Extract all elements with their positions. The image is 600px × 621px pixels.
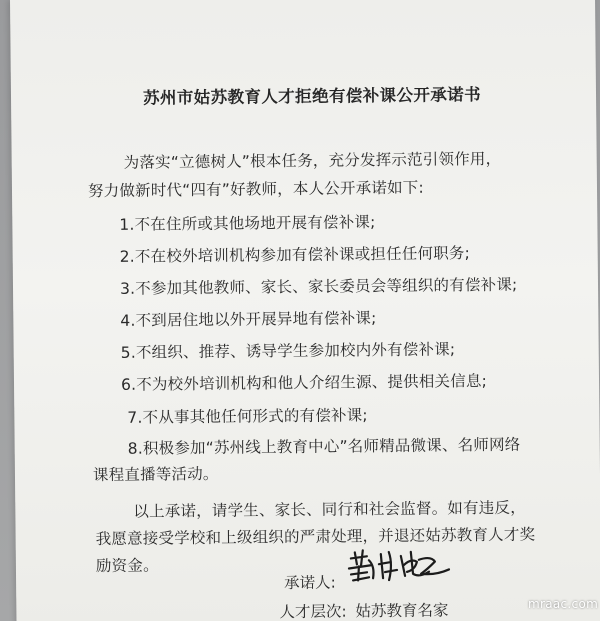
signer-label: 承诺人:: [284, 573, 336, 593]
closing-line-2: 我愿意接受学校和上级组织的严肃处理，并退还姑苏教育人才奖: [95, 525, 536, 549]
commitment-item: 1.不在住所或其他场地开展有偿补课;: [119, 213, 376, 234]
commitment-item: 2.不在校外培训机构参加有偿补课或担任任何职务;: [119, 244, 471, 266]
commitment-item: 5.不组织、推荐、诱导学生参加校内外有偿补课;: [120, 340, 456, 362]
closing-line-1: 以上承诺，请学生、家长、同行和社会监督。如有违反，: [133, 498, 526, 521]
closing-line-3: 励资金。: [95, 556, 159, 576]
talent-level-value: 姑苏教育名家: [355, 601, 449, 621]
commitment-item: 3.不参加其他教师、家长、家长委员会等组织的有偿补课;: [119, 275, 518, 298]
talent-level-label: 人才层次:: [279, 602, 347, 621]
commitment-item: 4.不到居住地以外开展异地有偿补课;: [120, 309, 377, 330]
commitment-item: 课程直播等活动。: [92, 464, 219, 485]
site-watermark: mraac.com: [528, 597, 599, 611]
commitment-item: 6.不为校外培训机构和他人介绍生源、提供相关信息;: [120, 372, 488, 394]
document-title: 苏州市姑苏教育人才拒绝有偿补课公开承诺书: [142, 85, 482, 108]
intro-line-1: 为落实“立德树人”根本任务，充分发挥示范引领作用，: [123, 149, 502, 172]
paper-sheet: [10, 0, 600, 621]
commitment-item: 7.不从事其他任何形式的有偿补课;: [127, 406, 368, 427]
handwritten-signature: [345, 543, 455, 588]
commitment-item: 8.积极参加“苏州线上教育中心”名师精品微课、名师网络: [127, 435, 521, 458]
intro-line-2: 努力做新时代“四有”好教师，本人公开承诺如下:: [87, 178, 424, 201]
